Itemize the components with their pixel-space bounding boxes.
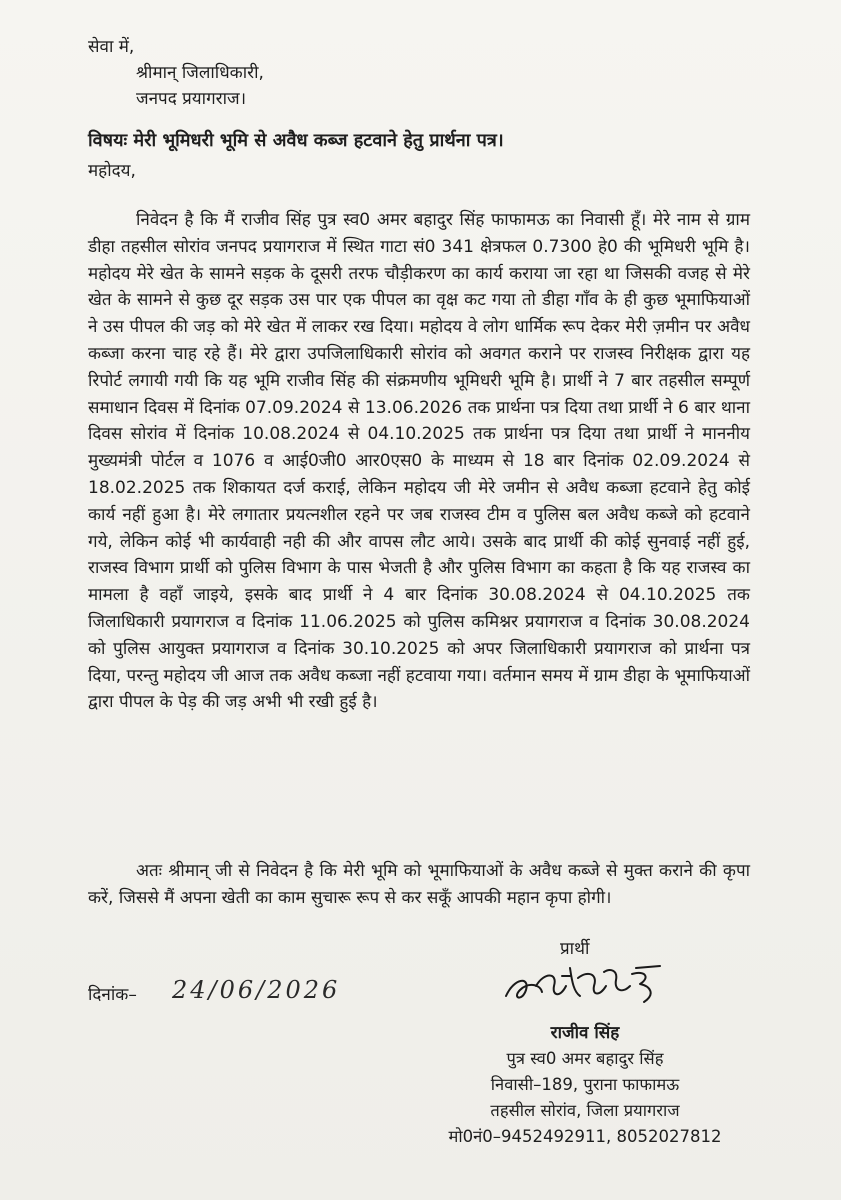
sender-parent: पुत्र स्व0 अमर बहादुर सिंह [506, 1049, 664, 1068]
sender-phone: मो0नं0–9452492911, 8052027812 [448, 1127, 722, 1146]
signature-image [500, 956, 680, 1016]
salutation: महोदय, [88, 161, 136, 181]
sender-address: निवासी–189, पुराना फाफामऊ [490, 1075, 680, 1094]
subject-line: विषयः मेरी भूमिधरी भूमि से अवैध कब्ज हटवाने हेतु प्रार्थना पत्र। [88, 130, 504, 151]
sender-block [445, 1020, 725, 1150]
sender-name: राजीव सिंह [550, 1023, 620, 1043]
date-label: दिनांक– [88, 985, 137, 1005]
addressee-line-1: सेवा में, [88, 37, 135, 57]
addressee-line-3: जनपद प्रयागराज। [136, 89, 247, 109]
sender-district: तहसील सोरांव, जिला प्रयागराज [490, 1101, 680, 1120]
addressee-line-2: श्रीमान् जिलाधिकारी, [136, 63, 264, 83]
body-paragraph-1: निवेदन है कि मैं राजीव सिंह पुत्र स्व0 अमर बहादुर सिंह फाफामऊ का निवासी हूँ। मेरे नाम से ग्राम डीहा तहसील सोरांव जनपद प्रयागराज में स्थित गाटा सं0 341 क्षेत्रफल 0.7300 हे0 की भूमिधरी भूमि है। महोदय मेरे खेत के सामने सड़क के दूसरी तरफ चौड़ीकरण का कार्य कराया जा रहा था जिसकी वजह से मेरे खेत के सामने से कुछ दूर सड़क उस पार एक पीपल का वृक्ष कट गया तो डीहा गाँव के ही कुछ भूमाफियाओं ने उस पीपल की जड़ को मेरे खेत में लाकर रख दिया। महोदय वे लोग धार्मिक रूप देकर मेरी ज़मीन पर अवैध कब्जा करना चाह रहे हैं। मेरे द्वारा उपजिलाधिकारी सोरांव को अवगत कराने पर राजस्व निरीक्षक द्वारा यह रिपोर्ट लगायी गयी कि यह भूमि राजीव सिंह की संक्रमणीय भूमिधरी भूमि है। प्रार्थी ने 7 बार तहसील सम्पूर्ण समाधान दिवस में दिनांक 07.09.2024 से 13.06.2026 तक प्रार्थना पत्र दिया तथा प्रार्थी ने 6 बार थाना दिवस सोरांव में दिनांक 10.08.2024 से 04.10.2025 तक प्रार्थना पत्र दिया तथा प्रार्थी ने माननीय मुख्यमंत्री पोर्टल व 1076 व आई0जी0 आर0एस0 के माध्यम से 18 बार दिनांक 02.09.2024 से 18.02.2025 तक शिकायत दर्ज कराई, लेकिन महोदय जी मेरे जमीन से अवैध कब्जा हटवाने हेतु कोई कार्य नहीं हुआ है। मेरे लगातार प्रयत्नशील रहने पर जब राजस्व टीम व पुलिस बल अवैध कब्जे को हटवाने गये, लेकिन कोई भी कार्यवाही नही की और वापस लौट आये। उसके बाद प्रार्थी की कोई सुनवाई नहीं हुई, राजस्व विभाग प्रार्थी को पुलिस विभाग के पास भेजती है और पुलिस विभाग का कहता है कि यह राजस्व का मामला है वहाँ जाइये, इसके बाद प्रार्थी ने 4 बार दिनांक 30.08.2024 से 04.10.2025 तक जिलाधिकारी प्रयागराज व दिनांक 11.06.2025 को पुलिस कमिश्नर प्रयागराज व दिनांक 30.08.2024 को पुलिस आयुक्त प्रयागराज व दिनांक 30.10.2025 को अपर जिलाधिकारी प्रयागराज को प्रार्थना पत्र दिया, परन्तु महोदय जी आज तक अवैध कब्जा नहीं हटवाया गया। वर्तमान समय में ग्राम डीहा के भूमाफियाओं द्वारा पीपल के पेड़ की जड़ अभी भी रखी हुई है। [88, 210, 750, 713]
applicant-label: प्रार्थी [560, 939, 590, 959]
handwritten-date: 24/06/2026 [172, 976, 341, 1004]
body-paragraph-2: अतः श्रीमान् जी से निवेदन है कि मेरी भूमि को भूमाफियाओं के अवैध कब्जे से मुक्त कराने की कृपा करें, जिससे मैं अपना खेती का काम सुचारू रूप से कर सकूँ आपकी महान कृपा होगी। [88, 861, 750, 908]
